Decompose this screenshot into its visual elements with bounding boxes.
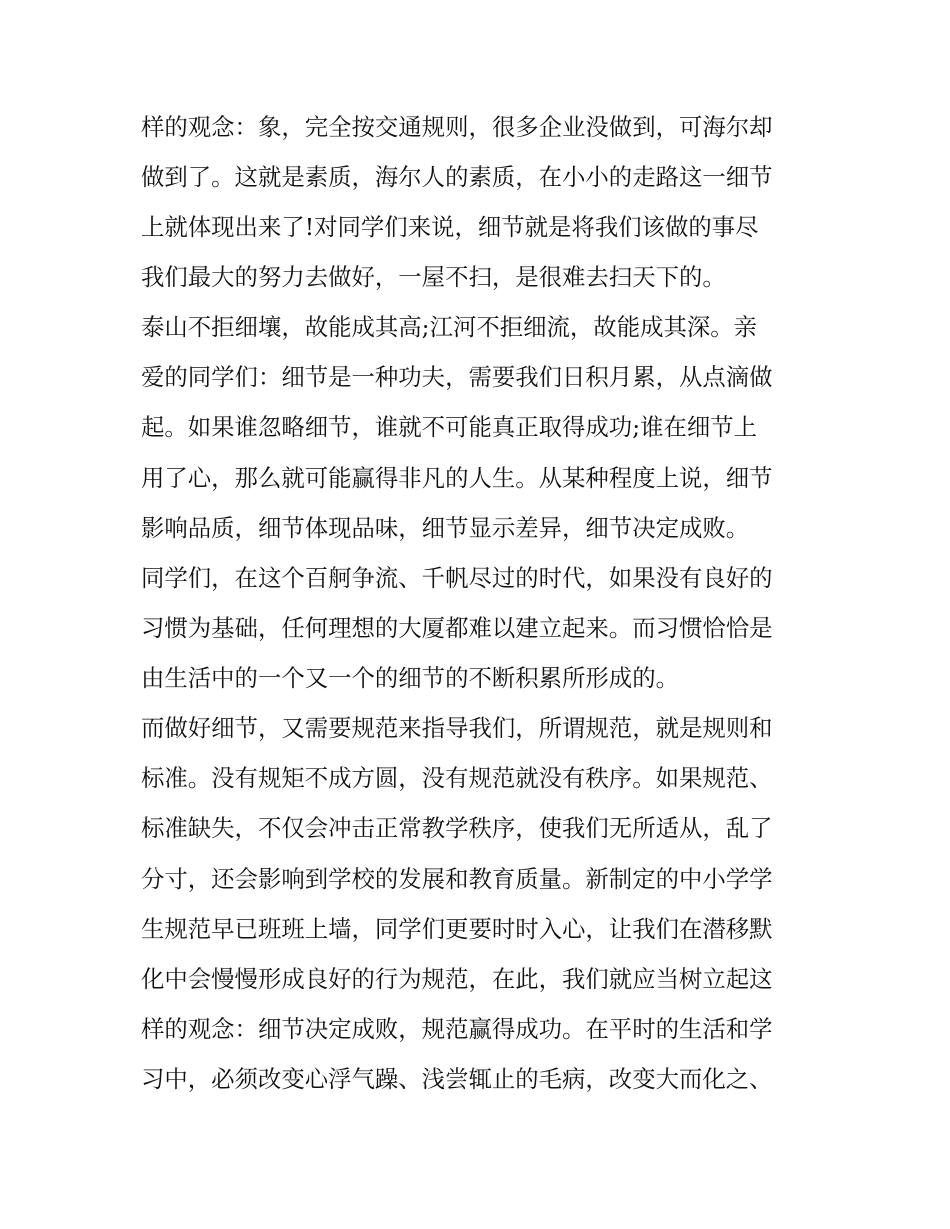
text-line: 上就体现出来了!对同学们来说，细节就是将我们该做的事尽 — [141, 213, 759, 241]
text-line: 样的观念：细节决定成败，规范赢得成功。在平时的生活和学 — [141, 1015, 773, 1043]
text-line: 由生活中的一个又一个的细节的不断积累所形成的。 — [141, 664, 679, 692]
text-line: 样的观念：象，完全按交通规则，很多企业没做到，可海尔却 — [141, 113, 773, 141]
text-line: 标准。没有规矩不成方圆，没有规范就没有秩序。如果规范、 — [141, 764, 773, 792]
text-line: 同学们，在这个百舸争流、千帆尽过的时代，如果没有良好的 — [141, 564, 773, 592]
text-line: 影响品质，细节体现品味，细节显示差异，细节决定成败。 — [141, 514, 750, 542]
text-line: 爱的同学们：细节是一种功夫，需要我们日积月累，从点滴做 — [141, 363, 773, 391]
text-line: 我们最大的努力去做好，一屋不扫，是很难去扫天下的。 — [141, 263, 726, 291]
text-line: 做到了。这就是素质，海尔人的素质，在小小的走路这一细节 — [141, 163, 773, 191]
text-line: 而做好细节，又需要规范来指导我们，所谓规范，就是规则和 — [141, 714, 773, 742]
text-line: 生规范早已班班上墙，同学们更要时时入心，让我们在潜移默 — [141, 915, 773, 943]
text-line: 化中会慢慢形成良好的行为规范，在此，我们就应当树立起这 — [141, 965, 773, 993]
text-line: 泰山不拒细壤，故能成其高;江河不拒细流，故能成其深。亲 — [141, 313, 758, 341]
text-line: 分寸，还会影响到学校的发展和教育质量。新制定的中小学学 — [141, 865, 773, 893]
text-line: 习中，必须改变心浮气躁、浅尝辄止的毛病，改变大而化之、 — [141, 1065, 773, 1093]
text-line: 习惯为基础，任何理想的大厦都难以建立起来。而习惯恰恰是 — [141, 614, 773, 642]
text-line: 标准缺失，不仅会冲击正常教学秩序，使我们无所适从，乱了 — [141, 814, 773, 842]
text-line: 起。如果谁忽略细节，谁就不可能真正取得成功;谁在细节上 — [141, 413, 758, 441]
text-line: 用了心，那么就可能赢得非凡的人生。从某种程度上说，细节 — [141, 464, 773, 492]
